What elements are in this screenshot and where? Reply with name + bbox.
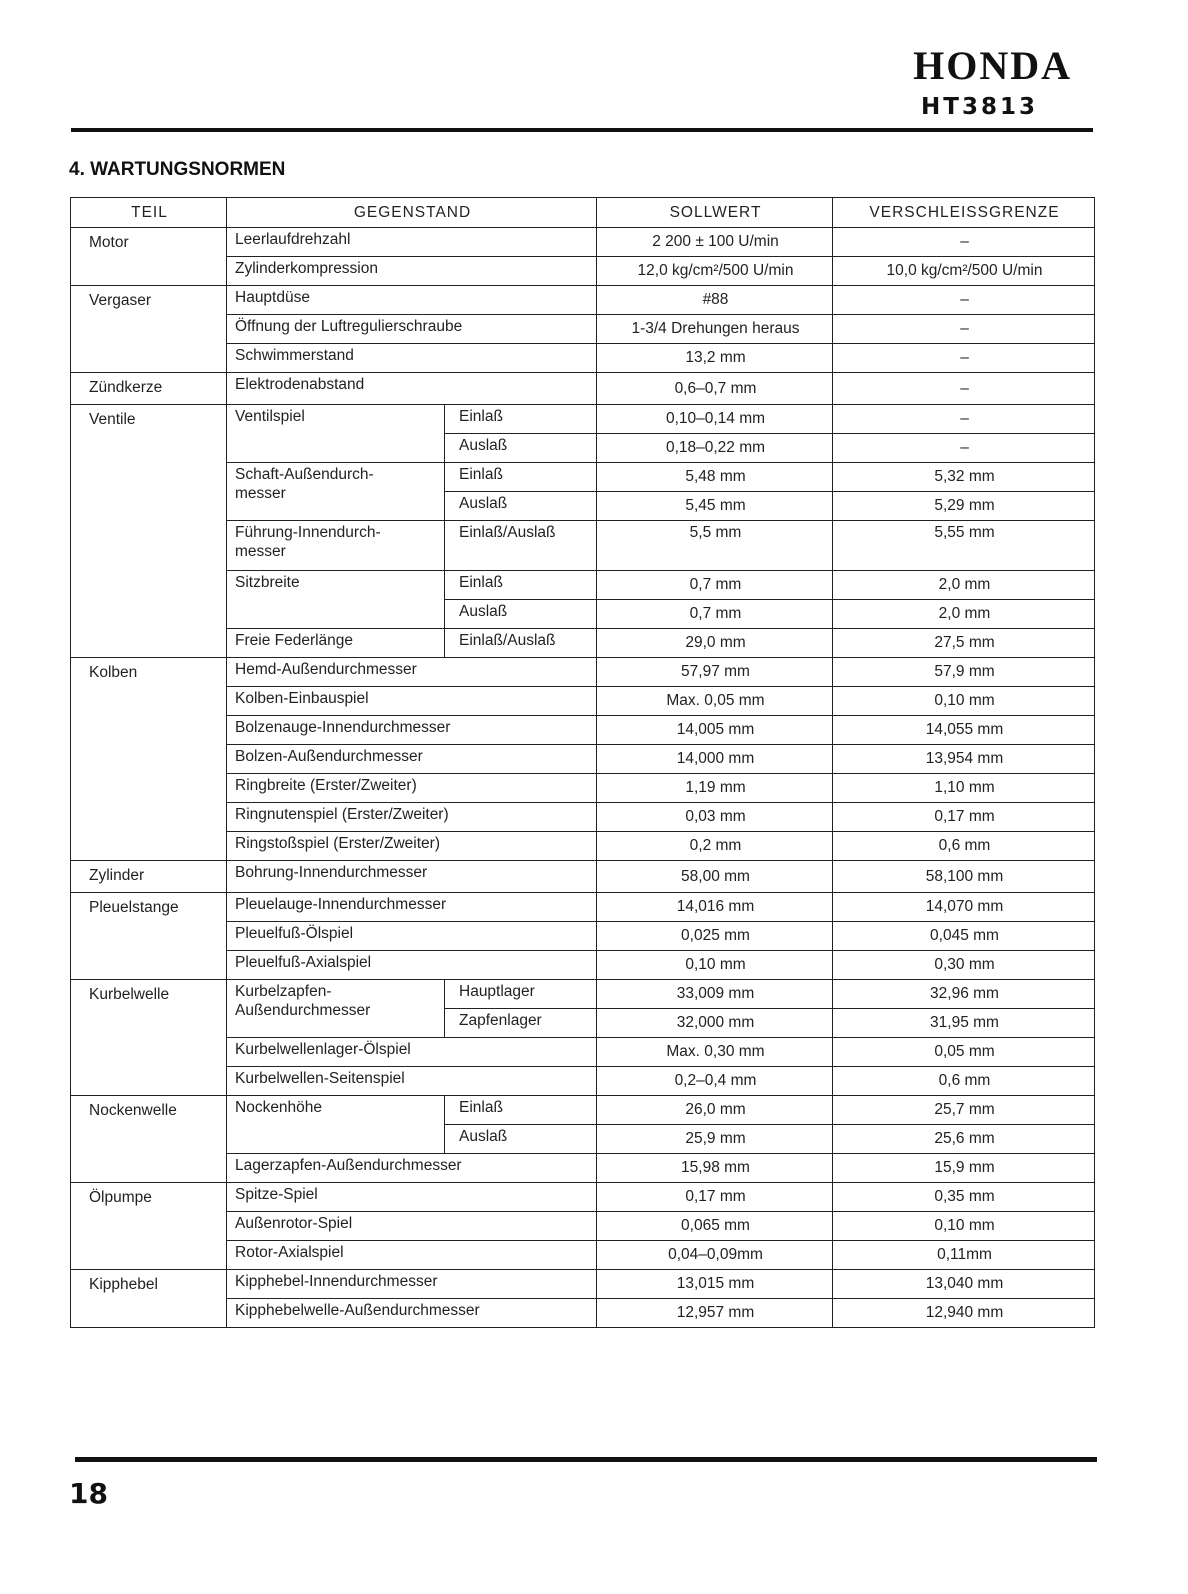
table-row <box>71 286 1095 315</box>
table-row <box>71 1096 1095 1125</box>
item-cell: Ringbreite (Erster/Zweiter) <box>227 774 597 803</box>
sub-item-cell: Auslaß <box>445 434 597 463</box>
limit-cell: 2,0 mm <box>833 571 1095 600</box>
item-cell: Zylinderkompression <box>227 257 597 286</box>
limit-cell: 15,9 mm <box>833 1154 1095 1183</box>
limit-cell: – <box>833 228 1095 257</box>
sub-item-cell: Auslaß <box>445 600 597 629</box>
model-number: HT3813 <box>921 94 1038 120</box>
standard-cell: 0,2 mm <box>597 832 833 861</box>
item-cell: Schaft-Außendurch- messer <box>227 463 445 521</box>
standard-cell: 2 200 ± 100 U/min <box>597 228 833 257</box>
limit-cell: 12,940 mm <box>833 1299 1095 1328</box>
part-cell: Kurbelwelle <box>71 980 227 1096</box>
standard-cell: 29,0 mm <box>597 629 833 658</box>
standard-cell: 14,000 mm <box>597 745 833 774</box>
part-cell: Nockenwelle <box>71 1096 227 1183</box>
section-title: 4. WARTUNGSNORMEN <box>69 159 286 180</box>
table-row <box>71 861 1095 893</box>
item-cell: Spitze-Spiel <box>227 1183 597 1212</box>
standard-cell: 58,00 mm <box>597 861 833 893</box>
table-row <box>71 373 1095 405</box>
limit-cell: 0,6 mm <box>833 1067 1095 1096</box>
standard-cell: 0,025 mm <box>597 922 833 951</box>
limit-cell: 14,070 mm <box>833 893 1095 922</box>
limit-cell: 31,95 mm <box>833 1009 1095 1038</box>
item-cell: Pleuelfuß-Axialspiel <box>227 951 597 980</box>
limit-cell: – <box>833 286 1095 315</box>
item-cell: Schwimmerstand <box>227 344 597 373</box>
limit-cell: 27,5 mm <box>833 629 1095 658</box>
sub-item-cell: Einlaß <box>445 463 597 492</box>
standard-cell: 14,005 mm <box>597 716 833 745</box>
item-cell: Hauptdüse <box>227 286 597 315</box>
standard-cell: 13,2 mm <box>597 344 833 373</box>
item-cell: Leerlaufdrehzahl <box>227 228 597 257</box>
limit-cell: 25,7 mm <box>833 1096 1095 1125</box>
limit-cell: 0,11mm <box>833 1241 1095 1270</box>
standard-cell: 0,04–0,09mm <box>597 1241 833 1270</box>
item-cell: Hemd-Außendurchmesser <box>227 658 597 687</box>
limit-cell: – <box>833 434 1095 463</box>
item-cell: Pleuelauge-Innendurchmesser <box>227 893 597 922</box>
column-header-standard: SOLLWERT <box>597 198 833 228</box>
item-cell: Pleuelfuß-Ölspiel <box>227 922 597 951</box>
item-cell: Rotor-Axialspiel <box>227 1241 597 1270</box>
limit-cell: 0,17 mm <box>833 803 1095 832</box>
standard-cell: 0,10–0,14 mm <box>597 405 833 434</box>
item-cell: Ringnutenspiel (Erster/Zweiter) <box>227 803 597 832</box>
standard-cell: 57,97 mm <box>597 658 833 687</box>
limit-cell: – <box>833 344 1095 373</box>
table-row <box>71 1270 1095 1299</box>
part-cell: Motor <box>71 228 227 286</box>
standard-cell: 32,000 mm <box>597 1009 833 1038</box>
honda-logo: HONDA <box>913 43 1072 88</box>
item-cell: Kurbelwellen-Seitenspiel <box>227 1067 597 1096</box>
item-cell: Kipphebel-Innendurchmesser <box>227 1270 597 1299</box>
table-row <box>71 228 1095 257</box>
sub-item-cell: Hauptlager <box>445 980 597 1009</box>
limit-cell: 0,35 mm <box>833 1183 1095 1212</box>
item-cell: Bolzenauge-Innendurchmesser <box>227 716 597 745</box>
sub-item-cell: Einlaß <box>445 571 597 600</box>
standard-cell: 0,18–0,22 mm <box>597 434 833 463</box>
table-row <box>71 893 1095 922</box>
item-cell: Kipphebelwelle-Außendurchmesser <box>227 1299 597 1328</box>
item-cell: Öffnung der Luftregulierschraube <box>227 315 597 344</box>
sub-item-cell: Auslaß <box>445 1125 597 1154</box>
standard-cell: 12,957 mm <box>597 1299 833 1328</box>
header-rule <box>71 128 1093 132</box>
limit-cell: 0,05 mm <box>833 1038 1095 1067</box>
item-cell: Kurbelwellenlager-Ölspiel <box>227 1038 597 1067</box>
item-cell: Nockenhöhe <box>227 1096 445 1154</box>
limit-cell: 1,10 mm <box>833 774 1095 803</box>
limit-cell: 0,10 mm <box>833 687 1095 716</box>
limit-cell: 0,10 mm <box>833 1212 1095 1241</box>
item-cell: Ventilspiel <box>227 405 445 463</box>
standard-cell: 0,7 mm <box>597 571 833 600</box>
sub-item-cell: Zapfenlager <box>445 1009 597 1038</box>
limit-cell: 5,29 mm <box>833 492 1095 521</box>
limit-cell: – <box>833 405 1095 434</box>
sub-item-cell: Einlaß <box>445 1096 597 1125</box>
standard-cell: 26,0 mm <box>597 1096 833 1125</box>
standard-cell: Max. 0,05 mm <box>597 687 833 716</box>
standard-cell: 25,9 mm <box>597 1125 833 1154</box>
item-cell: Sitzbreite <box>227 571 445 629</box>
standard-cell: 1,19 mm <box>597 774 833 803</box>
sub-item-cell: Auslaß <box>445 492 597 521</box>
limit-cell: 0,6 mm <box>833 832 1095 861</box>
item-cell: Freie Federlänge <box>227 629 445 658</box>
limit-cell: – <box>833 373 1095 405</box>
limit-cell: 13,954 mm <box>833 745 1095 774</box>
item-cell: Kolben-Einbauspiel <box>227 687 597 716</box>
limit-cell: 0,30 mm <box>833 951 1095 980</box>
limit-cell: 10,0 kg/cm²/500 U/min <box>833 257 1095 286</box>
standard-cell: 0,03 mm <box>597 803 833 832</box>
sub-item-cell: Einlaß/Auslaß <box>445 629 597 658</box>
standard-cell: 0,17 mm <box>597 1183 833 1212</box>
part-cell: Ventile <box>71 405 227 658</box>
column-header-limit: VERSCHLEISSGRENZE <box>833 198 1095 228</box>
limit-cell: 5,55 mm <box>833 521 1095 571</box>
limit-cell: 14,055 mm <box>833 716 1095 745</box>
part-cell: Kolben <box>71 658 227 861</box>
limit-cell: 57,9 mm <box>833 658 1095 687</box>
standard-cell: 14,016 mm <box>597 893 833 922</box>
limit-cell: 5,32 mm <box>833 463 1095 492</box>
limit-cell: 0,045 mm <box>833 922 1095 951</box>
table-header-row <box>71 198 1095 228</box>
part-cell: Zündkerze <box>71 373 227 405</box>
table-row <box>71 980 1095 1009</box>
standard-cell: 5,5 mm <box>597 521 833 571</box>
page-number: 18 <box>69 1477 108 1510</box>
limit-cell: 32,96 mm <box>833 980 1095 1009</box>
standard-cell: 0,7 mm <box>597 600 833 629</box>
part-cell: Kipphebel <box>71 1270 227 1328</box>
item-cell: Ringstoßspiel (Erster/Zweiter) <box>227 832 597 861</box>
limit-cell: 2,0 mm <box>833 600 1095 629</box>
standard-cell: 0,10 mm <box>597 951 833 980</box>
maintenance-standards-table <box>70 197 1095 1328</box>
item-cell: Lagerzapfen-Außendurchmesser <box>227 1154 597 1183</box>
limit-cell: 13,040 mm <box>833 1270 1095 1299</box>
item-cell: Bolzen-Außendurchmesser <box>227 745 597 774</box>
sub-item-cell: Einlaß <box>445 405 597 434</box>
standard-cell: Max. 0,30 mm <box>597 1038 833 1067</box>
item-cell: Führung-Innendurch- messer <box>227 521 445 571</box>
column-header-item: GEGENSTAND <box>227 198 597 228</box>
part-cell: Vergaser <box>71 286 227 373</box>
sub-item-cell: Einlaß/Auslaß <box>445 521 597 571</box>
standard-cell: 13,015 mm <box>597 1270 833 1299</box>
part-cell: Zylinder <box>71 861 227 893</box>
table-row <box>71 658 1095 687</box>
limit-cell: – <box>833 315 1095 344</box>
standard-cell: #88 <box>597 286 833 315</box>
standard-cell: 5,48 mm <box>597 463 833 492</box>
standard-cell: 33,009 mm <box>597 980 833 1009</box>
table-row <box>71 1183 1095 1212</box>
standard-cell: 0,065 mm <box>597 1212 833 1241</box>
standard-cell: 0,2–0,4 mm <box>597 1067 833 1096</box>
limit-cell: 25,6 mm <box>833 1125 1095 1154</box>
standard-cell: 15,98 mm <box>597 1154 833 1183</box>
item-cell: Bohrung-Innendurchmesser <box>227 861 597 893</box>
limit-cell: 58,100 mm <box>833 861 1095 893</box>
item-cell: Außenrotor-Spiel <box>227 1212 597 1241</box>
standard-cell: 5,45 mm <box>597 492 833 521</box>
part-cell: Pleuelstange <box>71 893 227 980</box>
standard-cell: 1-3/4 Drehungen heraus <box>597 315 833 344</box>
footer-rule <box>75 1457 1097 1462</box>
standard-cell: 0,6–0,7 mm <box>597 373 833 405</box>
item-cell: Elektrodenabstand <box>227 373 597 405</box>
item-cell: Kurbelzapfen- Außendurchmesser <box>227 980 445 1038</box>
part-cell: Ölpumpe <box>71 1183 227 1270</box>
table-row <box>71 405 1095 434</box>
standard-cell: 12,0 kg/cm²/500 U/min <box>597 257 833 286</box>
column-header-part: TEIL <box>71 198 227 228</box>
